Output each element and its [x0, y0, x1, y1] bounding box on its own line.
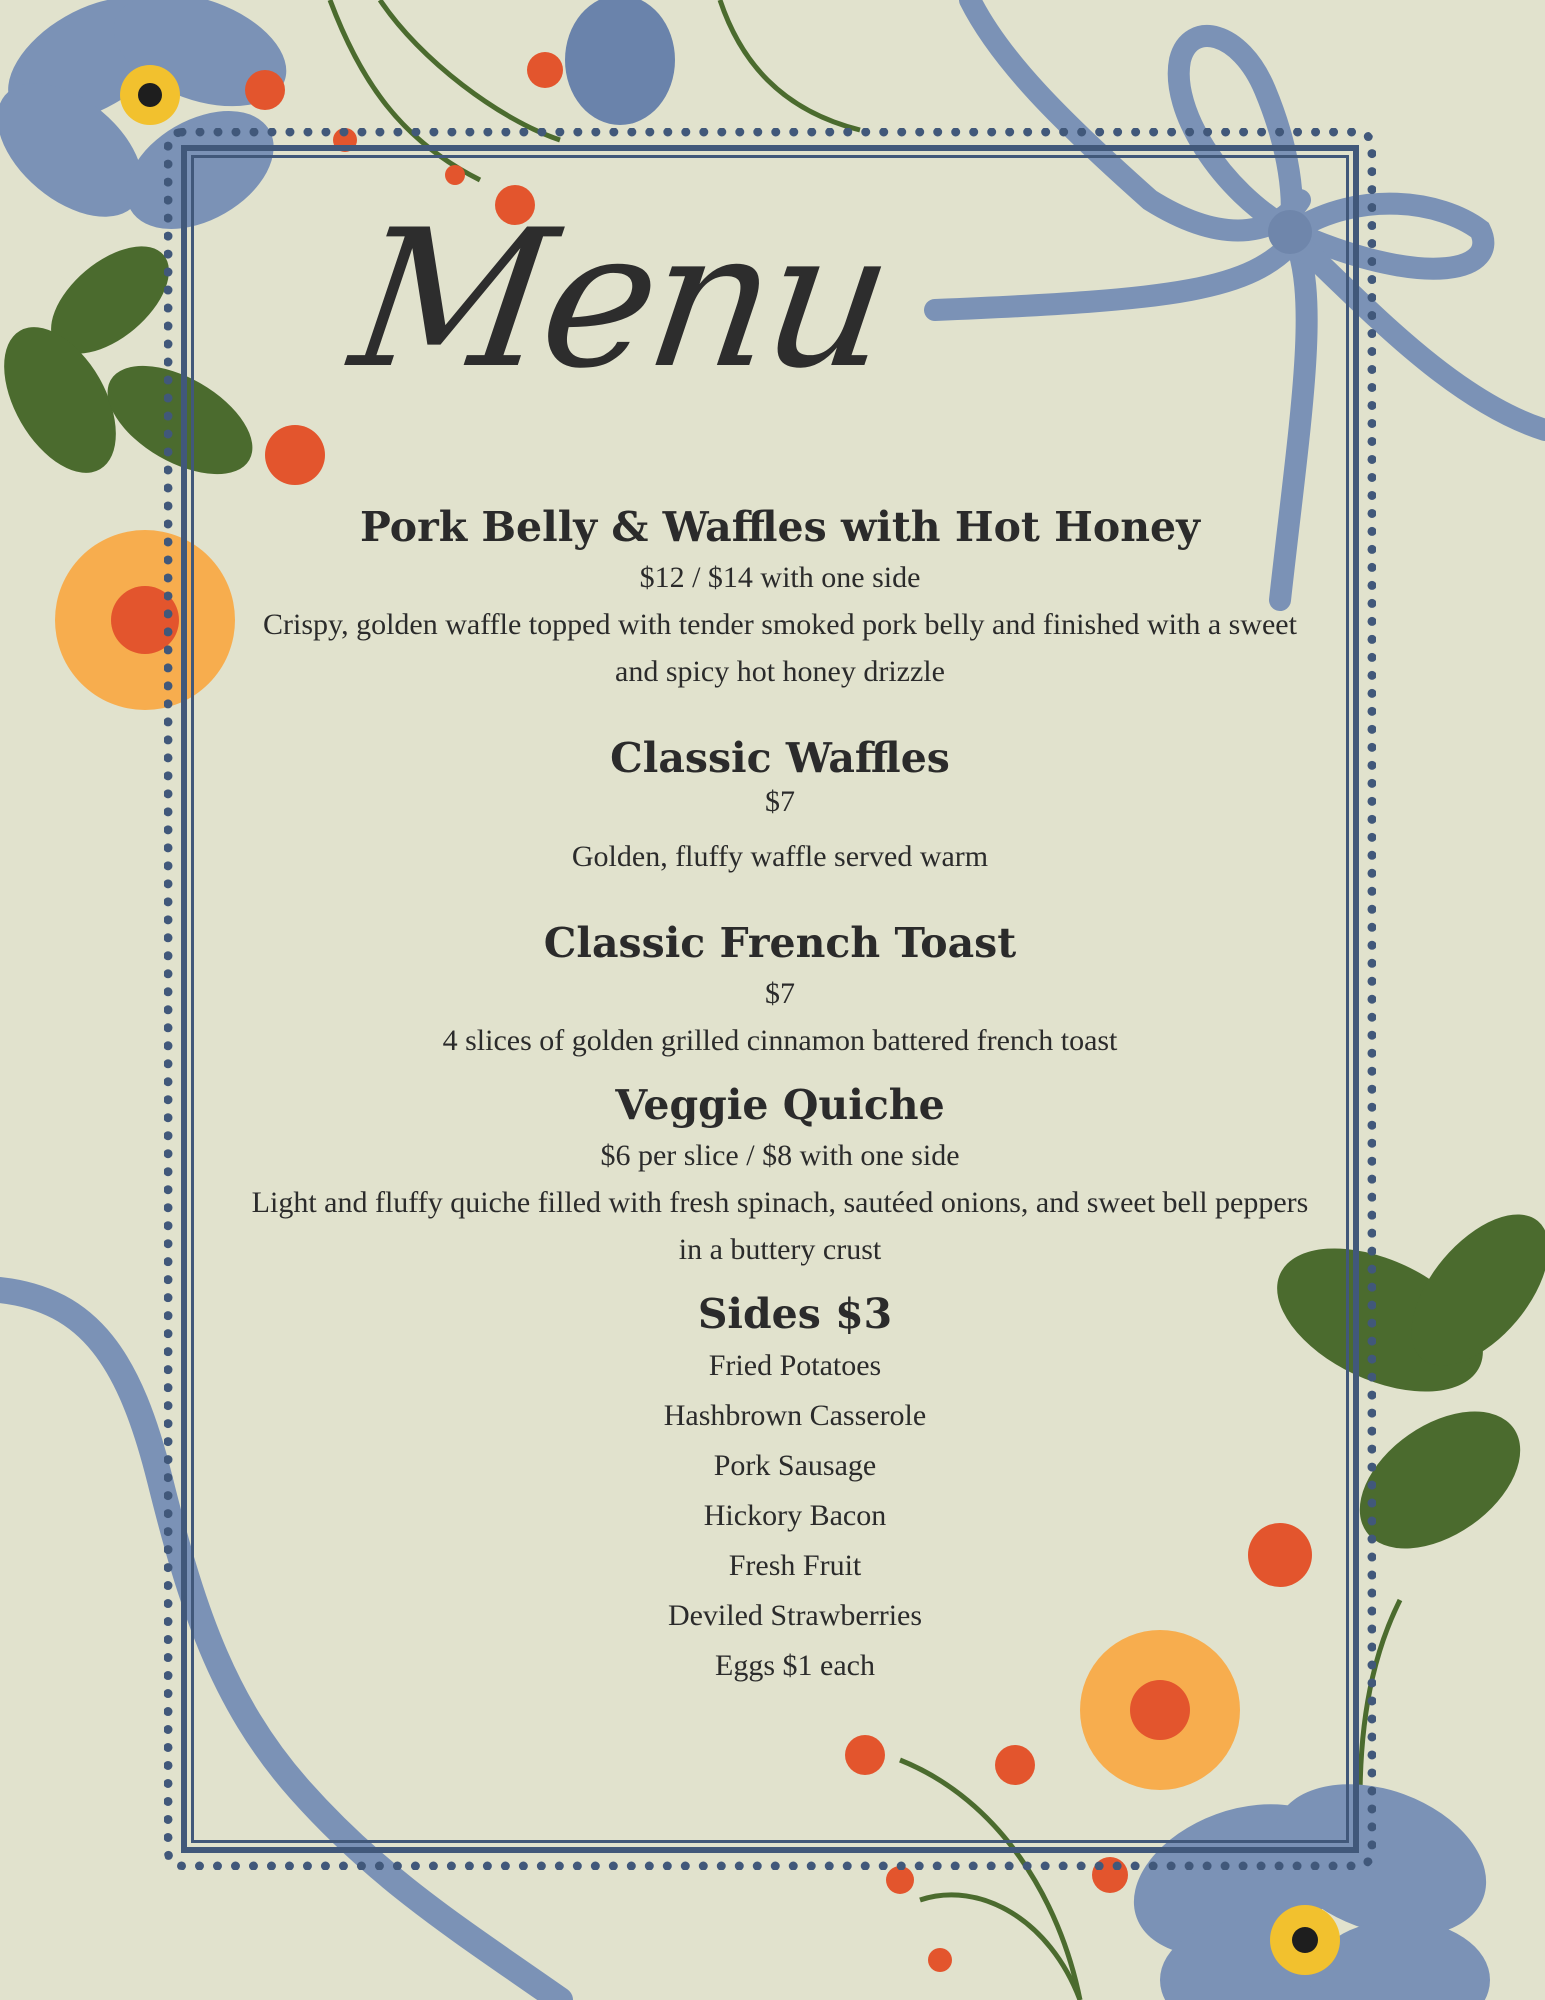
- item-price: $6 per slice / $8 with one side: [600, 1139, 960, 1172]
- side-item: Hashbrown Casserole: [663, 1399, 927, 1432]
- item-name: Pork Belly & Waffles with Hot Honey: [360, 503, 1200, 551]
- menu-item: [230, 500, 1330, 695]
- menu-item: [230, 1078, 1330, 1273]
- item-price: $7: [765, 977, 795, 1010]
- item-name: Classic French Toast: [543, 919, 1017, 967]
- side-item: Hickory Bacon: [703, 1499, 887, 1532]
- item-description: 4 slices of golden grilled cinnamon battered french toast: [442, 1024, 1118, 1057]
- menu-item: [230, 916, 1330, 1064]
- item-price: $7: [765, 785, 795, 818]
- menu-item: [230, 731, 1330, 880]
- side-item: Pork Sausage: [713, 1449, 877, 1482]
- item-description: Light and fluffy quiche filled with fresh spinach, sautéed onions, and sweet bell peppers in a buttery crust: [251, 1186, 1309, 1266]
- side-item: Fried Potatoes: [708, 1349, 882, 1382]
- item-name: Veggie Quiche: [615, 1081, 945, 1129]
- side-item: Fresh Fruit: [728, 1549, 862, 1582]
- item-price: $12 / $14 with one side: [639, 561, 921, 594]
- sides-heading: Sides $3: [697, 1290, 893, 1338]
- item-description: Crispy, golden waffle topped with tender smoked pork belly and finished with a sweet and spicy hot honey drizzle: [263, 608, 1297, 688]
- menu-title: Menu: [340, 189, 900, 410]
- item-name: Classic Waffles: [610, 734, 950, 782]
- blue-bud-top: [565, 0, 675, 125]
- side-item: Deviled Strawberries: [667, 1599, 923, 1632]
- menu-content: [230, 500, 1330, 1691]
- sides-section: [230, 1287, 1330, 1691]
- side-item: Eggs $1 each: [715, 1649, 875, 1682]
- item-description: Golden, fluffy waffle served warm: [571, 840, 989, 873]
